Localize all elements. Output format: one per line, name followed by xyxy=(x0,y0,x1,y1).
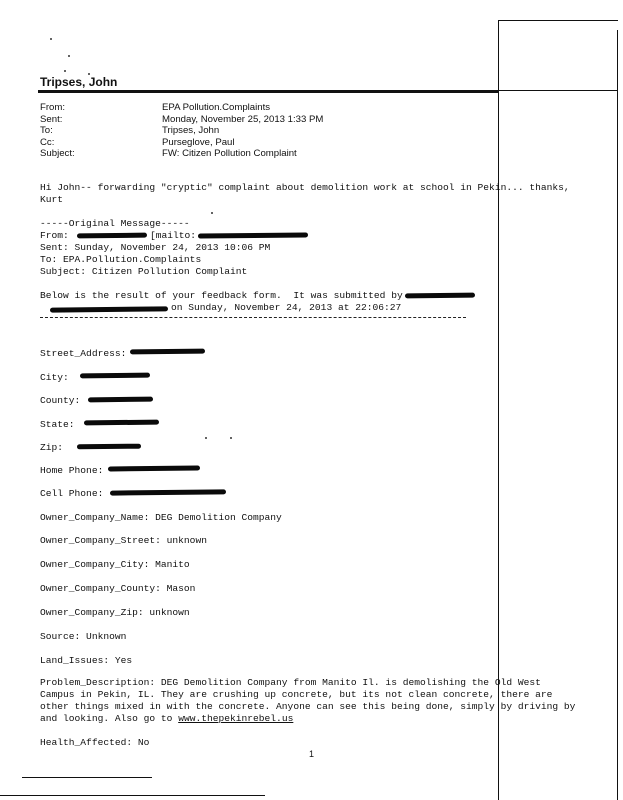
redaction-bar xyxy=(110,489,226,495)
subject-value: FW: Citizen Pollution Complaint xyxy=(162,148,297,159)
problem-description-line: Problem_Description: DEG Demolition Company from Manito Il. is demolishing the Old West xyxy=(40,677,541,688)
cc-label: Cc: xyxy=(40,137,55,148)
cell-phone-label: Cell Phone: xyxy=(40,488,104,499)
redaction-bar xyxy=(88,397,153,403)
scan-speck xyxy=(211,212,213,214)
sent-label: Sent: xyxy=(40,114,63,125)
to-label: To: xyxy=(40,125,53,136)
form-result-date: on Sunday, November 24, 2013 at 22:06:27 xyxy=(171,302,402,313)
redaction-bar xyxy=(77,233,147,239)
problem-description-line: other things mixed in with the concrete. Anyone can see this being done, simply by driving by xyxy=(40,701,576,712)
problem-description-prefix: and looking. Also go to xyxy=(40,713,173,724)
header-rule xyxy=(38,90,498,93)
header-rule-ext xyxy=(498,90,618,91)
original-message-divider: -----Original Message----- xyxy=(40,218,190,229)
redaction-bar xyxy=(405,293,475,299)
problem-description-line: Campus in Pekin, IL. They are crushing up concrete, but its not clean concrete, there are xyxy=(40,689,553,700)
redaction-bar xyxy=(130,349,205,355)
source-field: Source: Unknown xyxy=(40,631,127,642)
city-label: City: xyxy=(40,372,69,383)
redaction-bar xyxy=(80,373,150,379)
street-address-label: Street_Address: xyxy=(40,348,127,359)
footer-rule xyxy=(22,777,152,778)
scan-speck xyxy=(205,437,207,439)
pekin-rebel-link[interactable]: www.thepekinrebel.us xyxy=(178,713,294,724)
scan-speck xyxy=(230,437,232,439)
from-label: From: xyxy=(40,102,66,113)
owner-company-zip: Owner_Company_Zip: unknown xyxy=(40,607,190,618)
original-sent: Sent: Sunday, November 24, 2013 10:06 PM xyxy=(40,242,271,253)
redaction-bar xyxy=(108,466,200,472)
original-from-label: From: xyxy=(40,230,69,241)
zip-label: Zip: xyxy=(40,442,64,453)
health-affected-field: Health_Affected: No xyxy=(40,737,150,748)
state-label: State: xyxy=(40,419,75,430)
county-label: County: xyxy=(40,395,81,406)
forward-note-signature: Kurt xyxy=(40,194,64,205)
original-subject: Subject: Citizen Pollution Complaint xyxy=(40,266,248,277)
redaction-bar xyxy=(77,444,141,450)
land-issues-field: Land_Issues: Yes xyxy=(40,655,133,666)
redaction-bar xyxy=(198,232,308,238)
owner-company-name: Owner_Company_Name: DEG Demolition Company xyxy=(40,512,282,523)
home-phone-label: Home Phone: xyxy=(40,465,104,476)
original-to: To: EPA.Pollution.Complaints xyxy=(40,254,202,265)
sent-value: Monday, November 25, 2013 1:33 PM xyxy=(162,114,324,125)
scan-speck xyxy=(50,38,52,40)
forward-note-line: Hi John-- forwarding "cryptic" complaint about demolition work at school in Pekin... thanks, xyxy=(40,182,570,193)
form-result-line: Below is the result of your feedback form. It was submitted by xyxy=(40,290,403,301)
page-number: 1 xyxy=(309,749,315,759)
to-value: Tripses, John xyxy=(162,125,220,136)
owner-company-city: Owner_Company_City: Manito xyxy=(40,559,190,570)
mailbox-name: Tripses, John xyxy=(40,75,118,89)
scan-speck xyxy=(68,55,70,57)
owner-company-county: Owner_Company_County: Mason xyxy=(40,583,196,594)
margin-line xyxy=(498,20,618,21)
footer-rule xyxy=(0,795,265,796)
from-value: EPA Pollution.Complaints xyxy=(162,102,271,113)
original-mailto: [mailto: xyxy=(150,230,197,241)
scan-speck xyxy=(64,70,66,72)
redaction-bar xyxy=(84,420,159,426)
problem-description-line xyxy=(40,713,293,724)
cc-value: Purseglove, Paul xyxy=(162,137,235,148)
dashed-separator xyxy=(40,317,466,318)
margin-line xyxy=(617,30,618,800)
owner-company-street: Owner_Company_Street: unknown xyxy=(40,535,207,546)
subject-label: Subject: xyxy=(40,148,75,159)
redaction-bar xyxy=(50,306,168,312)
